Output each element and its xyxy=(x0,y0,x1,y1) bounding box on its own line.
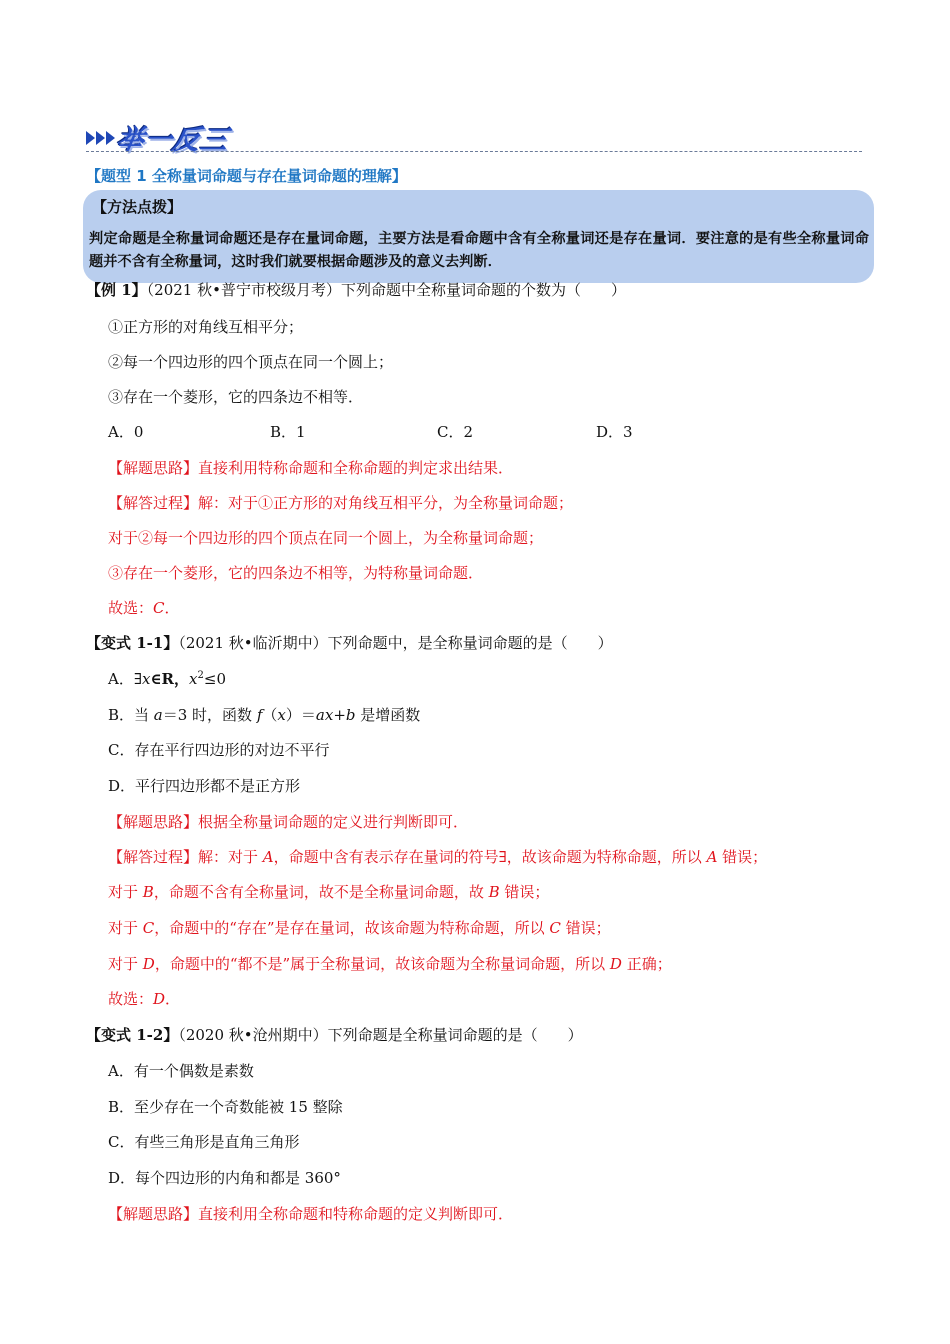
variant11-process-3 xyxy=(108,917,611,938)
process-text: 对于 xyxy=(108,955,143,973)
var-f: f xyxy=(256,706,263,724)
variant12-option-d: D．每个四边形的内角和都是 360° xyxy=(108,1169,341,1187)
example1-option-b: B．1 xyxy=(270,423,306,441)
example1-process-2: 对于②每一个四边形的四个顶点在同一个圆上，为全称量词命题； xyxy=(108,529,544,547)
choice-var: D xyxy=(142,955,155,973)
process-text: 错误； xyxy=(717,848,768,866)
variant11-option-c: C．存在平行四边形的对边不平行 xyxy=(108,741,330,759)
banner-title: 举一反三 xyxy=(113,125,232,156)
variant12-label: 【变式 1-2】 xyxy=(86,1026,179,1044)
example1-option-a: A．0 xyxy=(108,423,144,441)
variant11-process-4 xyxy=(108,953,672,974)
process-label: 【解答过程】 xyxy=(108,494,199,512)
var-ax: ax xyxy=(315,706,334,724)
answer-suffix: ． xyxy=(164,599,180,617)
variant12-stem-line xyxy=(86,1024,583,1045)
idea-label: 【解题思路】 xyxy=(108,813,199,831)
example1-item-3: ③存在一个菱形，它的四条边不相等． xyxy=(108,388,364,406)
variant11-option-a xyxy=(108,668,226,689)
process-text: 正确； xyxy=(621,955,672,973)
superscript: 2 xyxy=(197,670,204,681)
opt-text: ＝3 时，函数 xyxy=(162,706,257,724)
answer-suffix: ． xyxy=(165,990,181,1008)
process-text: ，命题中的“都不是”属于全称量词，故该命题为全称量词命题，所以 xyxy=(154,955,610,973)
var-x: x xyxy=(189,670,198,688)
idea-label: 【解题思路】 xyxy=(108,1205,199,1223)
method-text: 判定命题是全称量词命题还是存在量词命题，主要方法是看命题中含有全称量词还是存在量词．要注意的是有些全称量词命题并不含有全称量词，这时我们就要根据命题涉及的意义去判断． xyxy=(89,231,869,270)
example1-stem-line xyxy=(86,279,626,300)
variant11-option-d: D．平行四边形都不是正方形 xyxy=(108,777,301,795)
idea-text: 直接利用全称命题和特称命题的定义判断即可． xyxy=(198,1205,514,1223)
process-text: 对于 xyxy=(108,883,143,901)
process-text: ，命题不含有全称量词，故不是全称量词命题，故 xyxy=(153,883,489,901)
process-text: 错误； xyxy=(499,883,550,901)
process-text: 解：对于 xyxy=(198,848,263,866)
variant11-process-1 xyxy=(108,846,767,867)
example1-option-d: D．3 xyxy=(596,423,633,441)
triple-arrow-icon xyxy=(86,131,115,145)
choice-var: B xyxy=(488,883,500,901)
variant11-stem-line xyxy=(86,632,613,653)
example1-option-c: C．2 xyxy=(437,423,474,441)
choice-var: C xyxy=(549,919,561,937)
choice-var: A xyxy=(706,848,718,866)
variant12-option-c: C．有些三角形是直角三角形 xyxy=(108,1133,300,1151)
section-title: 【题型 1 全称量词命题与存在量词命题的理解】 xyxy=(86,167,407,185)
process-text: ，命题中含有表示存在量词的符号∃，故该命题为特称命题，所以 xyxy=(273,848,707,866)
variant12-option-b: B．至少存在一个奇数能被 15 整除 xyxy=(108,1098,343,1116)
opt-text: ）＝ xyxy=(285,706,316,724)
answer-choice: D xyxy=(153,990,166,1008)
choice-var: C xyxy=(142,919,155,937)
process-text: 解：对于①正方形的对角线互相平分，为全称量词命题； xyxy=(198,494,574,512)
example1-label: 【例 1】 xyxy=(86,281,147,299)
variant11-label: 【变式 1-1】 xyxy=(86,634,179,652)
example1-process-3: ③存在一个菱形，它的四条边不相等，为特称量词命题． xyxy=(108,564,484,582)
example1-item-1: ①正方形的对角线互相平分； xyxy=(108,318,304,336)
opt-text: （ xyxy=(262,706,278,724)
example1-stem: （2021 秋•普宁市校级月考）下列命题中全称量词命题的个数为（ ） xyxy=(146,281,626,299)
variant11-answer xyxy=(108,988,180,1009)
method-heading: 【方法点拨】 xyxy=(92,198,183,216)
opt-text: + xyxy=(333,706,346,724)
opt-text: ≤0 xyxy=(203,670,226,688)
variant11-stem: （2021 秋•临沂期中）下列命题中，是全称量词命题的是（ ） xyxy=(178,634,613,652)
choice-var: D xyxy=(609,955,622,973)
variant11-process-2 xyxy=(108,881,549,902)
var-b: b xyxy=(345,706,356,724)
variant12-idea xyxy=(108,1203,513,1224)
answer-prefix: 故选： xyxy=(108,990,154,1008)
process-label: 【解答过程】 xyxy=(108,848,199,866)
opt-text: 是增函数 xyxy=(355,706,421,724)
choice-var: A xyxy=(262,848,274,866)
example1-process-1 xyxy=(108,492,573,513)
variant11-idea xyxy=(108,811,468,832)
variant11-option-b xyxy=(108,704,420,725)
example1-answer xyxy=(108,597,180,618)
var-x: x xyxy=(277,706,286,724)
var-a: a xyxy=(153,706,163,724)
var-x: x xyxy=(141,670,151,688)
variant12-stem: （2020 秋•沧州期中）下列命题是全称量词命题的是（ ） xyxy=(178,1026,583,1044)
dashed-divider xyxy=(86,151,862,152)
process-text: 对于 xyxy=(108,919,143,937)
opt-text: A．∃ xyxy=(108,670,142,688)
example1-item-2: ②每一个四边形的四个顶点在同一个圆上； xyxy=(108,353,394,371)
answer-choice: C xyxy=(153,599,165,617)
opt-text: B．当 xyxy=(108,706,154,724)
example1-idea xyxy=(108,457,513,478)
idea-label: 【解题思路】 xyxy=(108,459,199,477)
choice-var: B xyxy=(142,883,154,901)
process-text: 错误； xyxy=(560,919,611,937)
opt-text: ∈R， xyxy=(150,670,190,688)
variant12-option-a: A．有一个偶数是素数 xyxy=(108,1062,254,1080)
idea-text: 直接利用特称命题和全称命题的判定求出结果． xyxy=(198,459,514,477)
idea-text: 根据全称量词命题的定义进行判断即可． xyxy=(198,813,469,831)
process-text: ，命题中的“存在”是存在量词，故该命题为特称命题，所以 xyxy=(154,919,550,937)
answer-prefix: 故选： xyxy=(108,599,154,617)
